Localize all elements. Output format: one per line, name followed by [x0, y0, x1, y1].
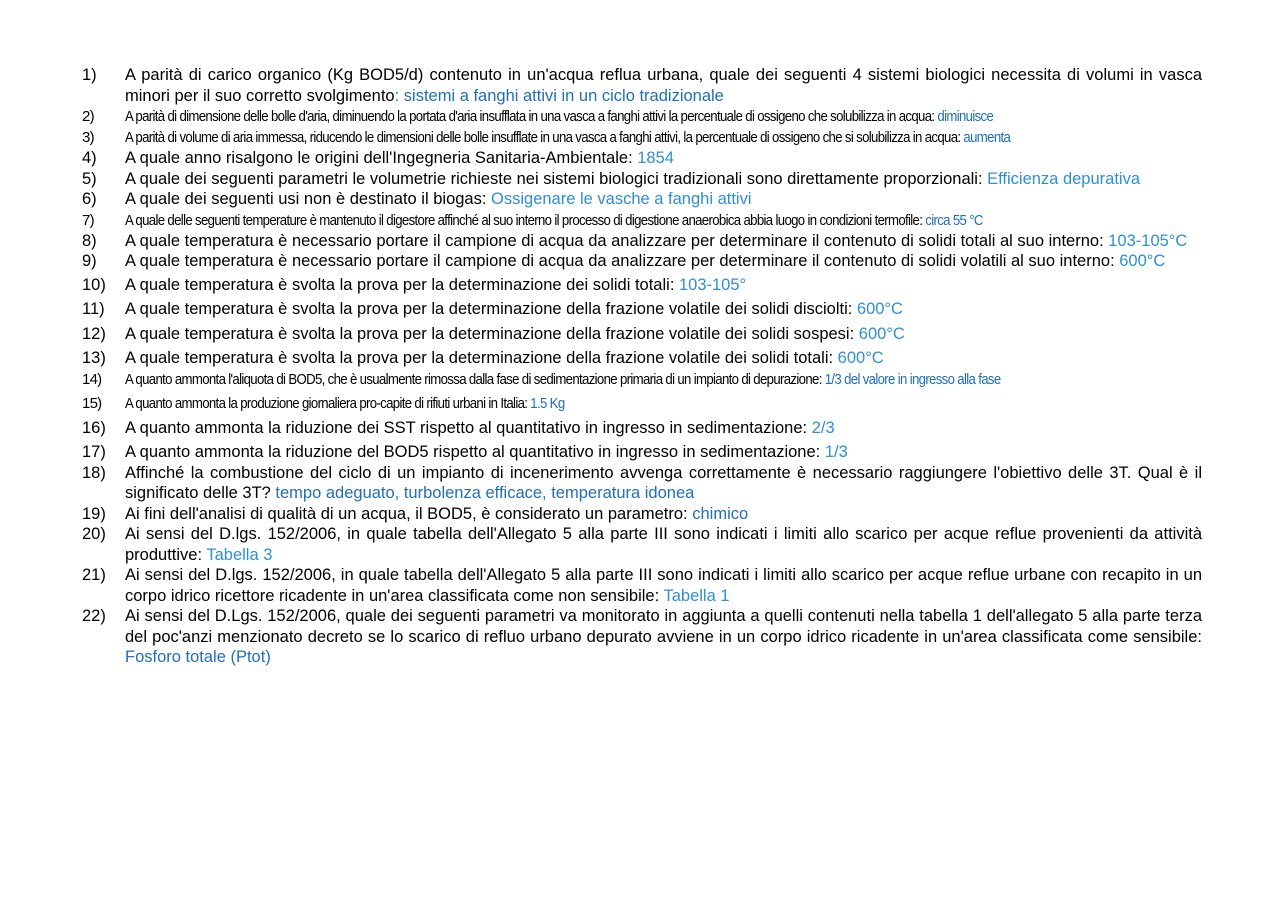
question-list [82, 65, 1202, 668]
question-text: A quale temperatura è svolta la prova per la determinazione della frazione volatile dei solidi sospesi: [125, 324, 859, 343]
item-text [125, 127, 1232, 148]
answer-text: 103-105° [678, 275, 747, 294]
item-number: 18) [82, 463, 106, 482]
item-number: 17) [82, 443, 106, 461]
question-text: Ai fini dell'analisi di qualità di un acqua, il BOD5, è considerato un parametro: [125, 504, 693, 523]
answer-text: 1854 [637, 149, 674, 167]
question-text: A quale delle seguenti temperature è mantenuto il digestore affinché al suo interno il processo di digestione anaerobica abbia luogo in condizioni termofile: [125, 211, 926, 229]
item-number: 22) [82, 607, 106, 625]
answer-text: : sistemi a fanghi attivi in un ciclo tradizionale [394, 86, 724, 105]
item-text [125, 463, 1202, 504]
item-number: 5) [82, 169, 97, 188]
answer-text: 1/3 del valore in ingresso alla fase [824, 370, 1001, 388]
list-item [82, 369, 1202, 390]
item-number: 4) [82, 149, 97, 167]
answer-text: tempo adeguato, turbolenza efficace, temperatura idonea [275, 484, 695, 502]
item-number: 14) [82, 370, 102, 388]
item-text [125, 251, 1202, 272]
answer-text: Ossigenare le vasche a fanghi attivi [491, 190, 752, 208]
answer-text: 600°C [1119, 252, 1166, 270]
question-text: A quanto ammonta la produzione giornaliera pro-capite di rifiuti urbani in Italia: [125, 394, 531, 412]
item-text [125, 369, 1232, 390]
question-text: A quale dei seguenti parametri le volumetrie richieste nei sistemi biologici tradizionali sono direttamente proporzionali: [125, 169, 988, 188]
item-text [125, 524, 1202, 565]
item-text [125, 189, 1202, 210]
list-item [82, 565, 1202, 606]
answer-text: 103-105°C [1108, 231, 1188, 250]
item-number: 2) [82, 108, 94, 125]
item-number: 7) [82, 211, 94, 229]
item-number: 21) [82, 566, 106, 584]
item-number: 3) [82, 129, 94, 146]
item-number: 8) [82, 231, 97, 250]
answer-text: Tabella 1 [663, 586, 730, 605]
item-text [125, 442, 1202, 463]
item-text [125, 606, 1202, 668]
item-number: 13) [82, 349, 106, 367]
list-item [82, 65, 1202, 106]
answer-text: chimico [692, 504, 749, 523]
item-text [125, 210, 1232, 231]
answer-text: Fosforo totale (Ptot) [125, 648, 271, 666]
item-number: 1) [82, 66, 97, 84]
item-text [125, 169, 1202, 190]
question-text: A parità di carico organico (Kg BOD5/d) contenuto in un'acqua reflua urbana, quale dei seguenti 4 sistemi biologici necessita di volumi in vasca minori per il suo corretto svolgimento [125, 66, 1202, 105]
item-text [125, 565, 1202, 606]
question-text: Ai sensi del D.Lgs. 152/2006, quale dei seguenti parametri va monitorato in aggiunta a quelli contenuti nella tabella 1 dell'allegato 5 alla parte terza del poc'anzi menzionato decreto se lo scarico di refluo urbano depurato avviene in un corpo idrico ricadente in un'area classificata come sensibile: [125, 607, 1202, 646]
list-item [82, 606, 1202, 668]
item-number: 12) [82, 324, 106, 343]
item-number: 11) [82, 300, 105, 318]
question-text: A quale dei seguenti usi non è destinato il biogas: [125, 190, 492, 208]
item-number: 15) [82, 394, 102, 412]
item-text [125, 299, 1202, 320]
list-item [82, 393, 1202, 414]
list-item [82, 251, 1202, 272]
item-number: 6) [82, 190, 97, 208]
item-number: 10) [82, 275, 106, 294]
question-text: A quale temperatura è necessario portare il campione di acqua da analizzare per determinare il contenuto di solidi volatili al suo interno: [125, 252, 1120, 270]
question-text: A parità di volume di aria immessa, riducendo le dimensioni delle bolle insufflate in una vasca a fanghi attivi, la percentuale di ossigeno che si solubilizza in acqua: [125, 129, 964, 146]
answer-text: 600°C [858, 324, 905, 343]
answer-text: Tabella 3 [206, 545, 273, 564]
item-text [125, 393, 1232, 414]
answer-text: 1/3 [824, 443, 848, 461]
item-text [125, 504, 1202, 525]
item-text [125, 65, 1202, 106]
answer-text: diminuisce [937, 108, 994, 125]
item-text [125, 106, 1232, 127]
list-item [82, 442, 1202, 463]
list-item [82, 189, 1202, 210]
list-item [82, 524, 1202, 565]
item-text [125, 231, 1202, 252]
question-text: A parità di dimensione delle bolle d'aria, diminuendo la portata d'aria insufflata in una vasca a fanghi attivi la percentuale di ossigeno che solubilizza in acqua: [125, 108, 938, 125]
question-text: A quale temperatura è svolta la prova per la determinazione dei solidi totali: [125, 275, 679, 294]
list-item [82, 504, 1202, 525]
question-text: Ai sensi del D.lgs. 152/2006, in quale tabella dell'Allegato 5 alla parte III sono indicati i limiti allo scarico per acque reflue urbane con recapito in un corpo idrico ricettore ricadente in un'area classificata come non sensibile: [125, 566, 1202, 605]
list-item [82, 348, 1202, 369]
question-text: A quale temperatura è svolta la prova per la determinazione della frazione volatile dei solidi totali: [125, 349, 838, 367]
list-item [82, 127, 1202, 148]
list-item [82, 148, 1202, 169]
list-item [82, 231, 1202, 252]
item-text [125, 418, 1202, 439]
question-text: Affinché la combustione del ciclo di un impianto di incenerimento avvenga correttamente è necessario raggiungere l'obiettivo delle 3T. Qual è il significato delle 3T? [125, 463, 1202, 502]
list-item [82, 169, 1202, 190]
item-number: 16) [82, 418, 106, 437]
question-text: A quanto ammonta l'aliquota di BOD5, che è usualmente rimossa dalla fase di sedimentazione primaria di un impianto di depurazione: [125, 370, 825, 388]
item-number: 9) [82, 252, 97, 270]
list-item [82, 299, 1202, 320]
answer-text: Efficienza depurativa [987, 169, 1140, 188]
item-text [125, 348, 1202, 369]
answer-text: aumenta [963, 129, 1011, 146]
list-item [82, 210, 1202, 231]
question-text: A quanto ammonta la riduzione del BOD5 rispetto al quantitativo in ingresso in sedimentazione: [125, 443, 825, 461]
item-text [125, 148, 1202, 169]
answer-text: circa 55 °C [925, 211, 983, 229]
item-number: 19) [82, 504, 106, 523]
item-number: 20) [82, 525, 106, 543]
answer-text: 600°C [856, 300, 903, 318]
list-item [82, 275, 1202, 296]
question-text: A quanto ammonta la riduzione dei SST rispetto al quantitativo in ingresso in sedimentazione: [125, 418, 812, 437]
question-text: A quale temperatura è svolta la prova per la determinazione della frazione volatile dei solidi disciolti: [125, 300, 857, 318]
answer-text: 1.5 Kg [530, 394, 565, 412]
answer-text: 2/3 [811, 418, 835, 437]
question-text: A quale temperatura è necessario portare il campione di acqua da analizzare per determinare il contenuto di solidi totali al suo interno: [125, 231, 1109, 250]
item-text [125, 324, 1202, 345]
answer-text: 600°C [837, 349, 884, 367]
question-text: A quale anno risalgono le origini dell'Ingegneria Sanitaria-Ambientale: [125, 149, 638, 167]
list-item [82, 463, 1202, 504]
list-item [82, 106, 1202, 127]
question-text: Ai sensi del D.lgs. 152/2006, in quale tabella dell'Allegato 5 alla parte III sono indicati i limiti allo scarico per acque reflue provenienti da attività produttive: [125, 525, 1202, 564]
list-item [82, 324, 1202, 345]
item-text [125, 275, 1202, 296]
list-item [82, 418, 1202, 439]
